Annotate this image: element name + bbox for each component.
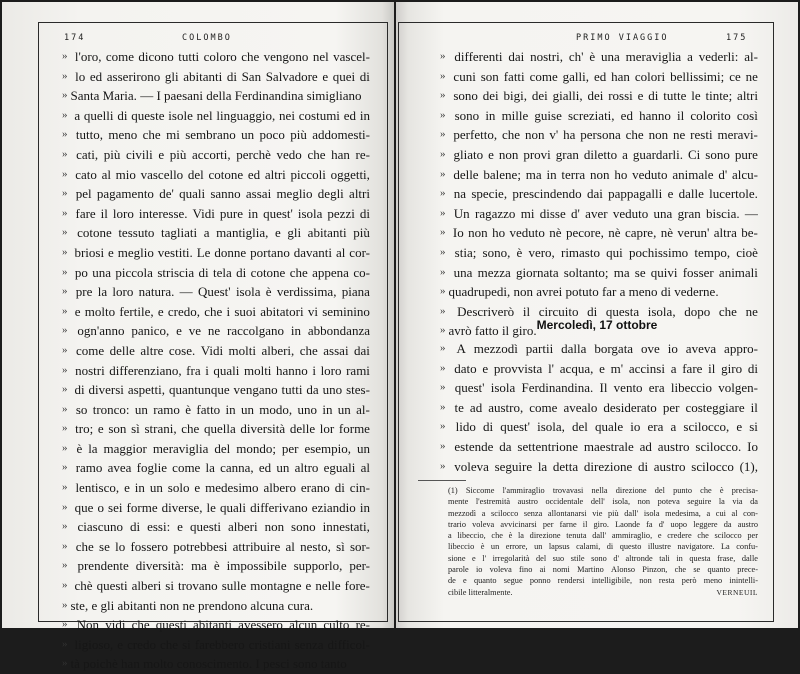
text-line: » delle balene; ma in terra non ho veduto animale d' alcu- bbox=[440, 165, 758, 185]
text-line: » lido di quest' isola, del quale io era a scilocco, e si bbox=[440, 417, 758, 437]
text-line: » briosi e meglio vestiti. Le donne portano davanti al cor- bbox=[62, 243, 370, 263]
text-line: » Santa Maria. — I paesani della Ferdinandina simigliano bbox=[62, 86, 370, 106]
footnote-line: (1) Siccome l'ammiraglio trovavasi nella direzione del punto che è precisa- bbox=[448, 486, 758, 495]
text-line: » po una piccola striscia di tela di cotone che appena co- bbox=[62, 263, 370, 283]
right-page-text-top bbox=[440, 47, 758, 341]
text-line: » che se lo fossero potrebbesi attribuire al nesto, sì sor- bbox=[62, 537, 370, 557]
text-line: » estende da settentrione maestrale ad austro scilocco. Io bbox=[440, 437, 758, 457]
text-line: » lentisco, e in un solo e medesimo albero erano di cin- bbox=[62, 478, 370, 498]
text-line: » Io non ho veduto nè pecore, nè capre, nè verun' altra be- bbox=[440, 223, 758, 243]
text-line: » tro; e son sì strani, che quella diversità delle lor forme bbox=[62, 419, 370, 439]
text-line: » A mezzodì partii dalla borgata ove io aveva appro- bbox=[440, 339, 758, 359]
quote-mark: » bbox=[440, 324, 446, 337]
right-running-head: PRIMO VIAGGIO bbox=[576, 33, 669, 43]
quote-mark: » bbox=[440, 147, 446, 160]
footnote-signature: VERNEUIL bbox=[716, 587, 758, 597]
right-page bbox=[396, 2, 798, 628]
quote-mark: » bbox=[440, 420, 446, 433]
quote-mark: » bbox=[440, 285, 446, 298]
quote-mark: » bbox=[440, 265, 446, 278]
text-line: » stia; sono, è vero, rimasto qui pochissimo tempo, cioè bbox=[440, 243, 758, 263]
quote-mark: » bbox=[62, 539, 68, 552]
quote-mark: » bbox=[440, 226, 446, 239]
footnote-line: libeccio è un errore, un lapsus calami, di questo illustre navigatore. La confu- bbox=[448, 542, 758, 552]
text-line: » so tronco: un ramo è fatto in un modo, uno in un al- bbox=[62, 400, 370, 420]
text-line: » Non vidi che questi abitanti avessero alcun culto re- bbox=[62, 615, 370, 635]
text-line: » sono dei bigi, dei gialli, dei rossi e di tutte le tinte; altri bbox=[440, 86, 758, 106]
quote-mark: » bbox=[62, 618, 68, 631]
text-line: » come delle altre cose. Vidi molti alberi, che assai dai bbox=[62, 341, 370, 361]
quote-mark: » bbox=[62, 147, 68, 160]
text-line: » di diversi aspetti, quantunque vengano tutti da uno stes- bbox=[62, 380, 370, 400]
text-line: » l'oro, come dicono tutti coloro che vengono nel vascel- bbox=[62, 47, 370, 67]
footnote bbox=[448, 485, 758, 598]
quote-mark: » bbox=[440, 69, 446, 82]
text-line: » ciascuno di essi: e questi alberi non sono innestati, bbox=[62, 517, 370, 537]
left-page bbox=[2, 2, 394, 672]
quote-mark: » bbox=[62, 285, 68, 298]
quote-mark: » bbox=[440, 187, 446, 200]
text-line: » differenti dai nostri, ch' è una meraviglia a vederli: al- bbox=[440, 47, 758, 67]
text-line: » prendente diversità: ma è impossibile supporlo, per- bbox=[62, 556, 370, 576]
text-line: » ogn'anno panico, e ve ne raccolgano in abbondanza bbox=[62, 321, 370, 341]
quote-mark: » bbox=[62, 579, 68, 592]
quote-mark: » bbox=[62, 265, 68, 278]
book-spread bbox=[2, 0, 798, 672]
left-page-number: 174 bbox=[64, 33, 86, 43]
quote-mark: » bbox=[440, 206, 446, 219]
text-line: » fare il loro interesse. Vidi pure in quest' isola pezzi di bbox=[62, 204, 370, 224]
quote-mark: » bbox=[62, 559, 68, 572]
quote-mark: » bbox=[62, 461, 68, 474]
footnote-line: mezzodì a scilocco senza allontanarsi vie più dall' isola medesima, a cui al con- bbox=[448, 508, 758, 518]
quote-mark: » bbox=[62, 304, 68, 317]
text-line: » è la maggior meraviglia del mondo; per esempio, un bbox=[62, 439, 370, 459]
text-line: » que o sei forme diverse, le quali differivano eziandio in bbox=[62, 498, 370, 518]
quote-mark: » bbox=[62, 108, 68, 121]
quote-mark: » bbox=[440, 400, 446, 413]
text-line: » quest' isola Ferdinandina. Il vento era libeccio volgen- bbox=[440, 378, 758, 398]
text-line: » tà poichè han molto conoscimento. I pesci sono tanto bbox=[62, 654, 370, 674]
text-line: » avrò fatto il giro. bbox=[440, 321, 758, 341]
quote-mark: » bbox=[440, 167, 446, 180]
text-line: » e molto fertile, e credo, che i suoi abitatori vi seminino bbox=[62, 302, 370, 322]
text-line: » nostri differenziano, fra i quali molti hanno i loro rami bbox=[62, 361, 370, 381]
quote-mark: » bbox=[440, 128, 446, 141]
quote-mark: » bbox=[440, 245, 446, 258]
quote-mark: » bbox=[62, 206, 68, 219]
quote-mark: » bbox=[62, 402, 68, 415]
quote-mark: » bbox=[440, 342, 446, 354]
quote-mark: » bbox=[62, 637, 68, 650]
footnote-line: sione e l' irregolarità del suo stile sono d' altronde tali in questa frase, dalle bbox=[448, 553, 758, 563]
text-line: » ste, e gli abitanti non ne prendono alcuna cura. bbox=[62, 596, 370, 616]
footnote-line: a libeccio, che è la direzione tenuta dall' ammiraglio, e credere che scilocco per bbox=[448, 531, 758, 541]
quote-mark: » bbox=[62, 324, 68, 337]
quote-mark: » bbox=[62, 89, 68, 102]
text-line: » tutto, meno che mi sembrano un poco più addomesti- bbox=[62, 125, 370, 145]
quote-mark: » bbox=[62, 383, 68, 396]
footnote-line: trario voleva avvicinarsi per farne il giro. Laonde fa d' uopo leggere da austro bbox=[448, 519, 758, 529]
quote-mark: » bbox=[62, 128, 68, 141]
text-line: » Un ragazzo mi disse d' aver veduto una gran biscia. — bbox=[440, 204, 758, 224]
quote-mark: » bbox=[62, 598, 68, 611]
quote-mark: » bbox=[62, 69, 68, 82]
quote-mark: » bbox=[440, 439, 446, 452]
text-line: » a quelli di queste isole nel linguaggio, nei costumi ed in bbox=[62, 106, 370, 126]
date-heading: Mercoledì, 17 ottobre bbox=[536, 318, 658, 332]
quote-mark: » bbox=[440, 381, 446, 394]
text-line: » te ad austro, come avealo desiderato per costeggiare il bbox=[440, 398, 758, 418]
quote-mark: » bbox=[62, 520, 68, 533]
quote-mark: » bbox=[440, 108, 446, 121]
left-page-text bbox=[62, 47, 370, 674]
quote-mark: » bbox=[62, 226, 68, 239]
text-line: » ligioso, e credo che si farebbero cristiani senza difficol- bbox=[62, 635, 370, 655]
text-line: » na specie, prescindendo dai pappagalli e dalle lucertole. bbox=[440, 184, 758, 204]
quote-mark: » bbox=[62, 50, 68, 62]
text-line: » ramo avea foglie come la canna, ed un altro eguali al bbox=[62, 458, 370, 478]
text-line: » pre la loro natura. — Quest' isola è verdissima, piana bbox=[62, 282, 370, 302]
quote-mark: » bbox=[440, 50, 446, 62]
text-line: » cotone tessuto tagliati a mantiglia, e gli abitanti più bbox=[62, 223, 370, 243]
text-line: » cuni son fatti come galli, ed han colori bellissimi; ce ne bbox=[440, 67, 758, 87]
text-line: » chè questi alberi si trovano sulle montagne e nelle fore- bbox=[62, 576, 370, 596]
right-page-number: 175 bbox=[726, 33, 748, 43]
text-line: » dato e provvista l' acqua, e m' accinsi a fare il giro di bbox=[440, 359, 758, 379]
text-line: » gliato e non provi gran diletto a guardarli. Ci sono pure bbox=[440, 145, 758, 165]
text-line: » una mezza giornata soltanto; ma se quivi fosser animali bbox=[440, 263, 758, 283]
footnote-line: mente l'estremità austro occidentale dell' isola, non poteva seguire la via da bbox=[448, 497, 758, 507]
footnote-rule bbox=[418, 480, 466, 481]
right-page-text-bottom bbox=[440, 339, 758, 476]
text-line: » cato al mio vascello del cotone ed altri piccoli oggetti, bbox=[62, 165, 370, 185]
quote-mark: » bbox=[440, 361, 446, 374]
left-running-head: COLOMBO bbox=[182, 33, 232, 43]
quote-mark: » bbox=[62, 441, 68, 454]
quote-mark: » bbox=[62, 481, 68, 494]
footnote-line: cibile litteralmente. VERNEUIL bbox=[448, 587, 758, 597]
text-line: » pel pagamento de' quali sanno assai meglio degli altri bbox=[62, 184, 370, 204]
footnote-line: de e quanto segue ponno rendersi intelligibile, non resta però meno inintelli- bbox=[448, 576, 758, 586]
quote-mark: » bbox=[62, 245, 68, 258]
quote-mark: » bbox=[62, 343, 68, 356]
quote-mark: » bbox=[440, 459, 446, 472]
quote-mark: » bbox=[62, 500, 68, 513]
quote-mark: » bbox=[62, 657, 68, 670]
text-line: » Descriverò il circuito di questa isola, dopo che ne bbox=[440, 302, 758, 322]
quote-mark: » bbox=[440, 89, 446, 102]
text-line: » cati, più civili e più accorti, perchè vedo che han re- bbox=[62, 145, 370, 165]
quote-mark: » bbox=[62, 422, 68, 435]
text-line: » quadrupedi, non avrei potuto far a meno di vederne. bbox=[440, 282, 758, 302]
text-line: » lo ed asserirono gli abitanti di San Salvadore e quei di bbox=[62, 67, 370, 87]
text-line: » sono in mille guise screziati, ed hanno il colorito così bbox=[440, 106, 758, 126]
footnote-line: parole io voleva fino ai nomi Martino Alonso Pinzon, che se quanto prece- bbox=[448, 565, 758, 575]
quote-mark: » bbox=[62, 363, 68, 376]
text-line: » voleva seguire la detta direzione di austro scilocco (1), bbox=[440, 457, 758, 477]
quote-mark: » bbox=[440, 304, 446, 317]
quote-mark: » bbox=[62, 187, 68, 200]
text-line: » perfetto, che non v' ha persona che non ne resti meravi- bbox=[440, 125, 758, 145]
quote-mark: » bbox=[62, 167, 68, 180]
